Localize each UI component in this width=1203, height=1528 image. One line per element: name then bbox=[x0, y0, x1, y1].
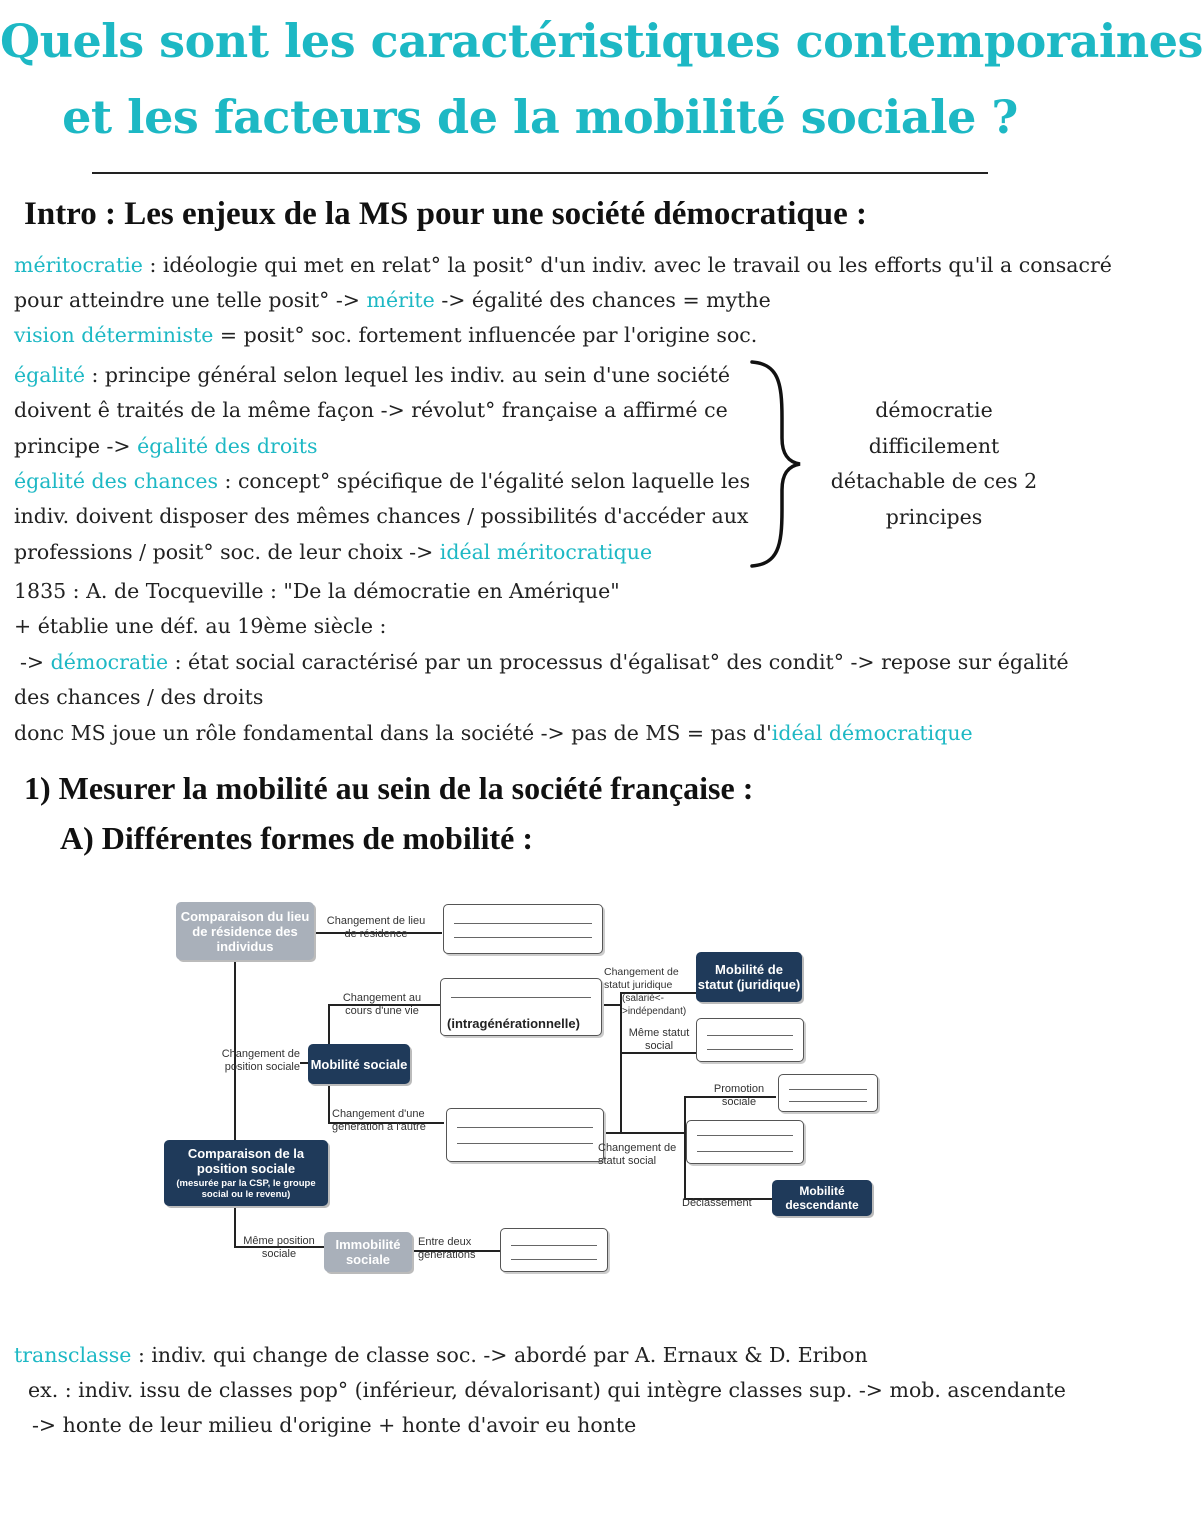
intro-line-5: doivent ê traités de la même façon -> révolut° française a affirmé ce bbox=[14, 398, 728, 422]
term-egalite-des-droits: égalité des droits bbox=[137, 434, 318, 458]
text-fragment: principe -> bbox=[14, 434, 138, 458]
brace-note-line: démocratie bbox=[875, 398, 993, 422]
label-declassement: Déclassement bbox=[682, 1197, 752, 1209]
transclasse-line-1 bbox=[14, 1342, 868, 1368]
blank-answer-mobilite-ascendante bbox=[778, 1074, 878, 1112]
intro-line-11: + établie une déf. au 19ème siècle : bbox=[14, 614, 387, 638]
definition-text: : concept° spécifique de l'égalité selon laquelle les bbox=[218, 469, 751, 493]
box-comparaison-lieu: Comparaison du lieu de résidence des individus bbox=[176, 902, 314, 960]
term-merite: mérite bbox=[366, 288, 435, 312]
term-vision-deterministe: vision déterministe bbox=[14, 323, 214, 347]
intro-line-meritocratie bbox=[14, 252, 1112, 278]
label-entre-deux-generations: Entre deux générations bbox=[418, 1236, 476, 1261]
text-fragment: pour atteindre une telle posit° -> bbox=[14, 288, 367, 312]
section1-heading: 1) Mesurer la mobilité au sein de la société française : bbox=[24, 770, 754, 806]
box-comparaison-position bbox=[164, 1140, 328, 1206]
label-salarie-independant: (salarié<->indépendant) bbox=[622, 993, 687, 1017]
page-title-line2: et les facteurs de la mobilité sociale ? bbox=[62, 90, 1018, 144]
definition-text: : indiv. qui change de classe soc. -> abordé par A. Ernaux & D. Eribon bbox=[131, 1343, 868, 1367]
connector-line bbox=[620, 1132, 684, 1134]
intro-line-determinisme bbox=[14, 322, 757, 348]
label-meme-statut: Même statut social bbox=[628, 1027, 690, 1052]
definition-text: : idéologie qui met en relat° la posit° d'un indiv. avec le travail ou les efforts qu'il a consacré bbox=[142, 253, 1112, 277]
blank-answer-mobilite-verticale bbox=[686, 1120, 804, 1164]
label-changement-statut-juridique: Changement de statut juridique bbox=[604, 966, 679, 991]
title-divider bbox=[92, 172, 988, 174]
intro-line-tocqueville: 1835 : A. de Tocqueville : "De la démocratie en Amérique" bbox=[14, 579, 620, 603]
blank-answer-reproduction bbox=[500, 1228, 608, 1272]
blank-answer-meme-statut bbox=[696, 1018, 804, 1062]
intro-heading: Intro : Les enjeux de la MS pour une société démocratique : bbox=[24, 196, 867, 232]
blank-answer-lieu bbox=[443, 904, 603, 954]
connector-line bbox=[300, 1062, 308, 1064]
intro-line-democratie bbox=[20, 649, 1069, 675]
page-title-line1: Quels sont les caractéristiques contemporaines bbox=[0, 14, 1203, 68]
transclasse-line-3: -> honte de leur milieu d'origine + honte d'avoir eu honte bbox=[32, 1413, 637, 1437]
label-meme-position: Même position sociale bbox=[243, 1235, 315, 1260]
text-fragment: donc MS joue un rôle fondamental dans la société -> pas de MS = pas d' bbox=[14, 721, 772, 745]
box-comparaison-position-title: Comparaison de la position sociale bbox=[187, 1146, 305, 1176]
intro-line-merite bbox=[14, 287, 771, 313]
intro-line-egalite bbox=[14, 362, 730, 388]
box-comparaison-position-note: (mesurée par la CSP, le groupe social ou le revenu) bbox=[176, 1178, 316, 1200]
blank-answer-intergenerationnelle bbox=[446, 1108, 604, 1162]
term-ideal-democratique: idéal démocratique bbox=[771, 721, 973, 745]
brace-note bbox=[820, 393, 1048, 535]
intro-line-8: indiv. doivent disposer des mêmes chances / possibilités d'accéder aux bbox=[14, 504, 749, 528]
term-egalite: égalité bbox=[14, 363, 85, 387]
label-changement-statut-social: Changement de statut social bbox=[598, 1142, 677, 1167]
curly-brace-icon bbox=[740, 358, 810, 570]
definition-text: : principe général selon lequel les indiv. au sein d'une société bbox=[84, 363, 730, 387]
intro-line-egalite-chances bbox=[14, 468, 750, 494]
brace-note-line: détachable de ces 2 bbox=[830, 469, 1038, 493]
term-meritocratie: méritocratie bbox=[14, 253, 143, 277]
definition-text: = posit° soc. fortement influencée par l'origine soc. bbox=[213, 323, 758, 347]
term-egalite-des-chances: égalité des chances bbox=[14, 469, 219, 493]
connector-line bbox=[328, 1004, 330, 1048]
term-transclasse: transclasse bbox=[14, 1343, 132, 1367]
intro-line-ideal bbox=[14, 539, 652, 565]
connector-line bbox=[602, 1132, 622, 1134]
text-fragment: professions / posit° soc. de leur choix -> bbox=[14, 540, 440, 564]
section1-subheading: A) Différentes formes de mobilité : bbox=[60, 820, 534, 856]
text-fragment: -> égalité des chances = mythe bbox=[434, 288, 771, 312]
term-democratie: démocratie bbox=[50, 650, 169, 674]
box-mobilite-sociale: Mobilité sociale bbox=[308, 1044, 410, 1084]
intro-line-egalite-droits bbox=[14, 433, 317, 459]
box-mobilite-statut: Mobilité de statut (juridique) bbox=[696, 952, 802, 1002]
brace-note-line: principes bbox=[885, 504, 983, 529]
label-changement-vie: Changement au cours d'une vie bbox=[342, 992, 422, 1017]
label-changement-generation: Changement d'une génération à l'autre bbox=[332, 1108, 426, 1133]
brace-note-line: difficilement bbox=[868, 433, 1000, 458]
label-intragenerationnelle: (intragénérationnelle) bbox=[447, 1016, 580, 1031]
definition-text: : état social caractérisé par un processus d'égalisat° des condit° -> repose sur égalité bbox=[168, 650, 1069, 674]
connector-line bbox=[328, 1084, 330, 1124]
label-promotion-sociale: Promotion sociale bbox=[713, 1083, 765, 1108]
box-mobilite-descendante: Mobilité descendante bbox=[772, 1180, 872, 1216]
box-immobilite-sociale: Immobilité sociale bbox=[324, 1232, 412, 1272]
intro-line-conclusion bbox=[14, 720, 973, 746]
label-changement-lieu: Changement de lieu de résidence bbox=[326, 915, 426, 940]
transclasse-line-2: ex. : indiv. issu de classes pop° (inférieur, dévalorisant) qui intègre classes sup. -> mob. ascendante bbox=[28, 1378, 1066, 1402]
connector-line bbox=[600, 1004, 622, 1006]
intro-line-13: des chances / des droits bbox=[14, 685, 264, 709]
term-ideal-meritocratique: idéal méritocratique bbox=[439, 540, 653, 564]
text-fragment: -> bbox=[20, 650, 51, 674]
label-changement-position: Changement de position sociale bbox=[221, 1048, 300, 1073]
